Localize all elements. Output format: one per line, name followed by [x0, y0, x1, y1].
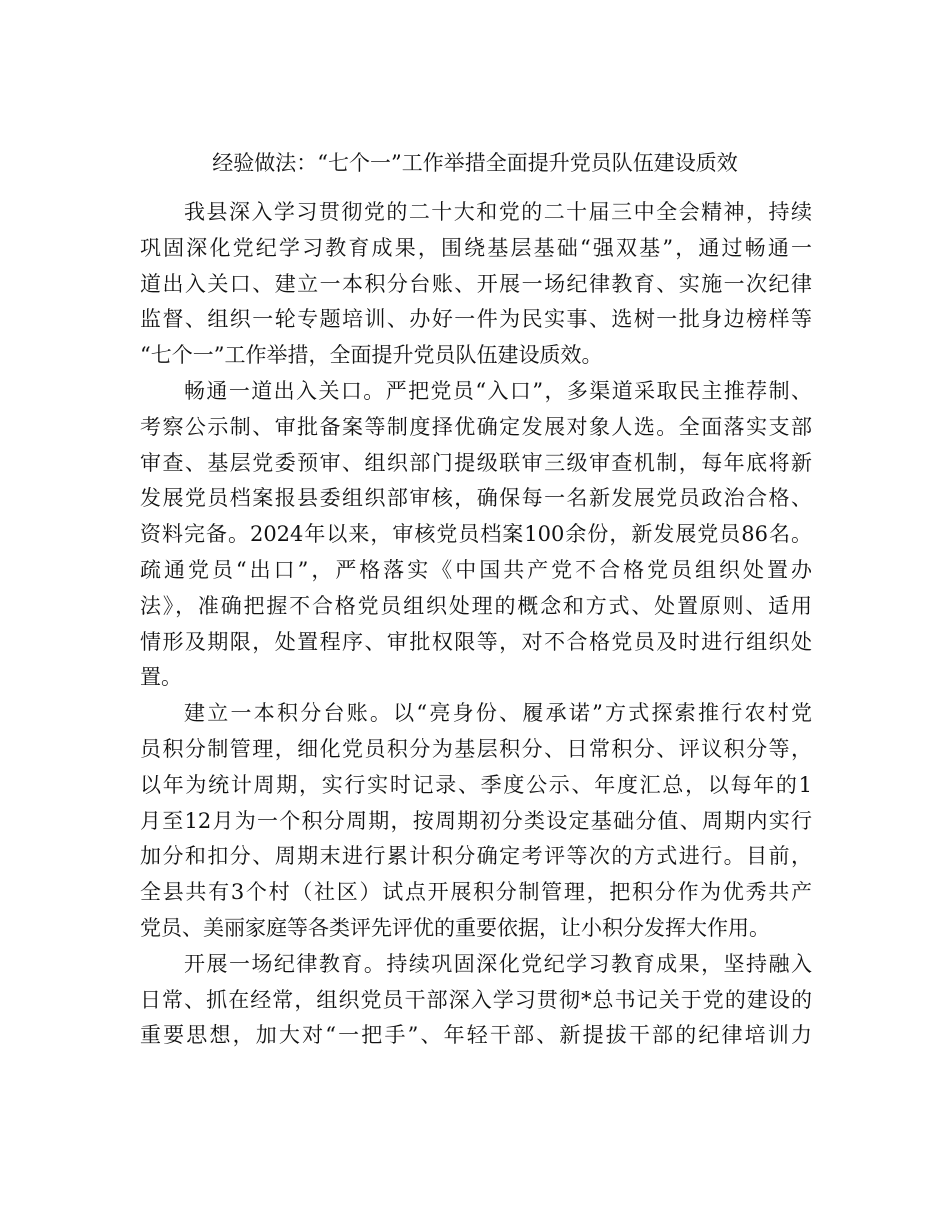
paragraph-line: “七个一”工作举措，全面提升党员队伍建设质效。 [140, 343, 603, 368]
paragraph-line: 以年为统计周期，实行实时记录、季度公示、年度汇总，以每年的1 [140, 772, 812, 797]
paragraph-line: 考察公示制、审批备案等制度择优确定发展对象人选。全面落实支部 [140, 414, 812, 439]
paragraph-line: 畅通一道出入关口。严把党员“入口”，多渠道采取民主推荐制、 [184, 378, 812, 403]
paragraph-line: 发展党员档案报县委组织部审核，确保每一名新发展党员政治合格、 [140, 486, 812, 511]
paragraph-line: 日常、抓在经常，组织党员干部深入学习贯彻*总书记关于党的建设的 [140, 987, 812, 1012]
paragraph [140, 195, 812, 374]
paragraph-line: 疏通党员“出口”，严格落实《中国共产党不合格党员组织处置办 [140, 557, 812, 582]
paragraph-line: 监督、组织一轮专题培训、办好一件为民实事、选树一批身边榜样等 [140, 307, 812, 332]
paragraph-line: 重要思想，加大对“一把手”、年轻干部、新提拔干部的纪律培训力 [140, 1023, 812, 1048]
paragraph-line: 情形及期限，处置程序、审批权限等，对不合格党员及时进行组织处 [140, 629, 812, 654]
paragraph-line: 月至12月为一个积分周期，按周期初分类设定基础分值、周期内实行 [140, 808, 812, 833]
paragraph [140, 947, 812, 1054]
paragraph-line: 开展一场纪律教育。持续巩固深化党纪学习教育成果，坚持融入 [184, 951, 812, 976]
paragraph-line: 道出入关口、建立一本积分台账、开展一场纪律教育、实施一次纪律 [140, 271, 812, 296]
paragraph-line: 我县深入学习贯彻党的二十大和党的二十届三中全会精神，持续 [184, 200, 812, 224]
paragraph-line: 置。 [140, 665, 182, 690]
paragraph-line: 资料完备。2024年以来，审核党员档案100余份，新发展党员86名。 [140, 522, 812, 547]
paragraph-line: 党员、美丽家庭等各类评先评优的重要依据，让小积分发挥大作用。 [140, 915, 770, 940]
paragraph-line: 建立一本积分台账。以“亮身份、履承诺”方式探索推行农村党 [184, 701, 812, 726]
paragraph [140, 374, 812, 696]
paragraph-line: 加分和扣分、周期末进行累计积分确定考评等次的方式进行。目前， [140, 844, 812, 869]
paragraph-line: 员积分制管理，细化党员积分为基层积分、日常积分、评议积分等， [140, 736, 812, 761]
paragraph-line: 巩固深化党纪学习教育成果，围绕基层基础“强双基”，通过畅通一 [140, 235, 812, 260]
document-body [140, 195, 812, 1054]
document-title: 经验做法：“七个一”工作举措全面提升党员队伍建设质效 [212, 151, 738, 175]
paragraph [140, 696, 812, 947]
paragraph-line: 法》，准确把握不合格党员组织处理的概念和方式、处置原则、适用 [140, 593, 812, 618]
paragraph-line: 审查、基层党委预审、组织部门提级联审三级审查机制，每年底将新 [140, 450, 812, 475]
paragraph-line: 全县共有3个村（社区）试点开展积分制管理，把积分作为优秀共产 [140, 880, 812, 905]
